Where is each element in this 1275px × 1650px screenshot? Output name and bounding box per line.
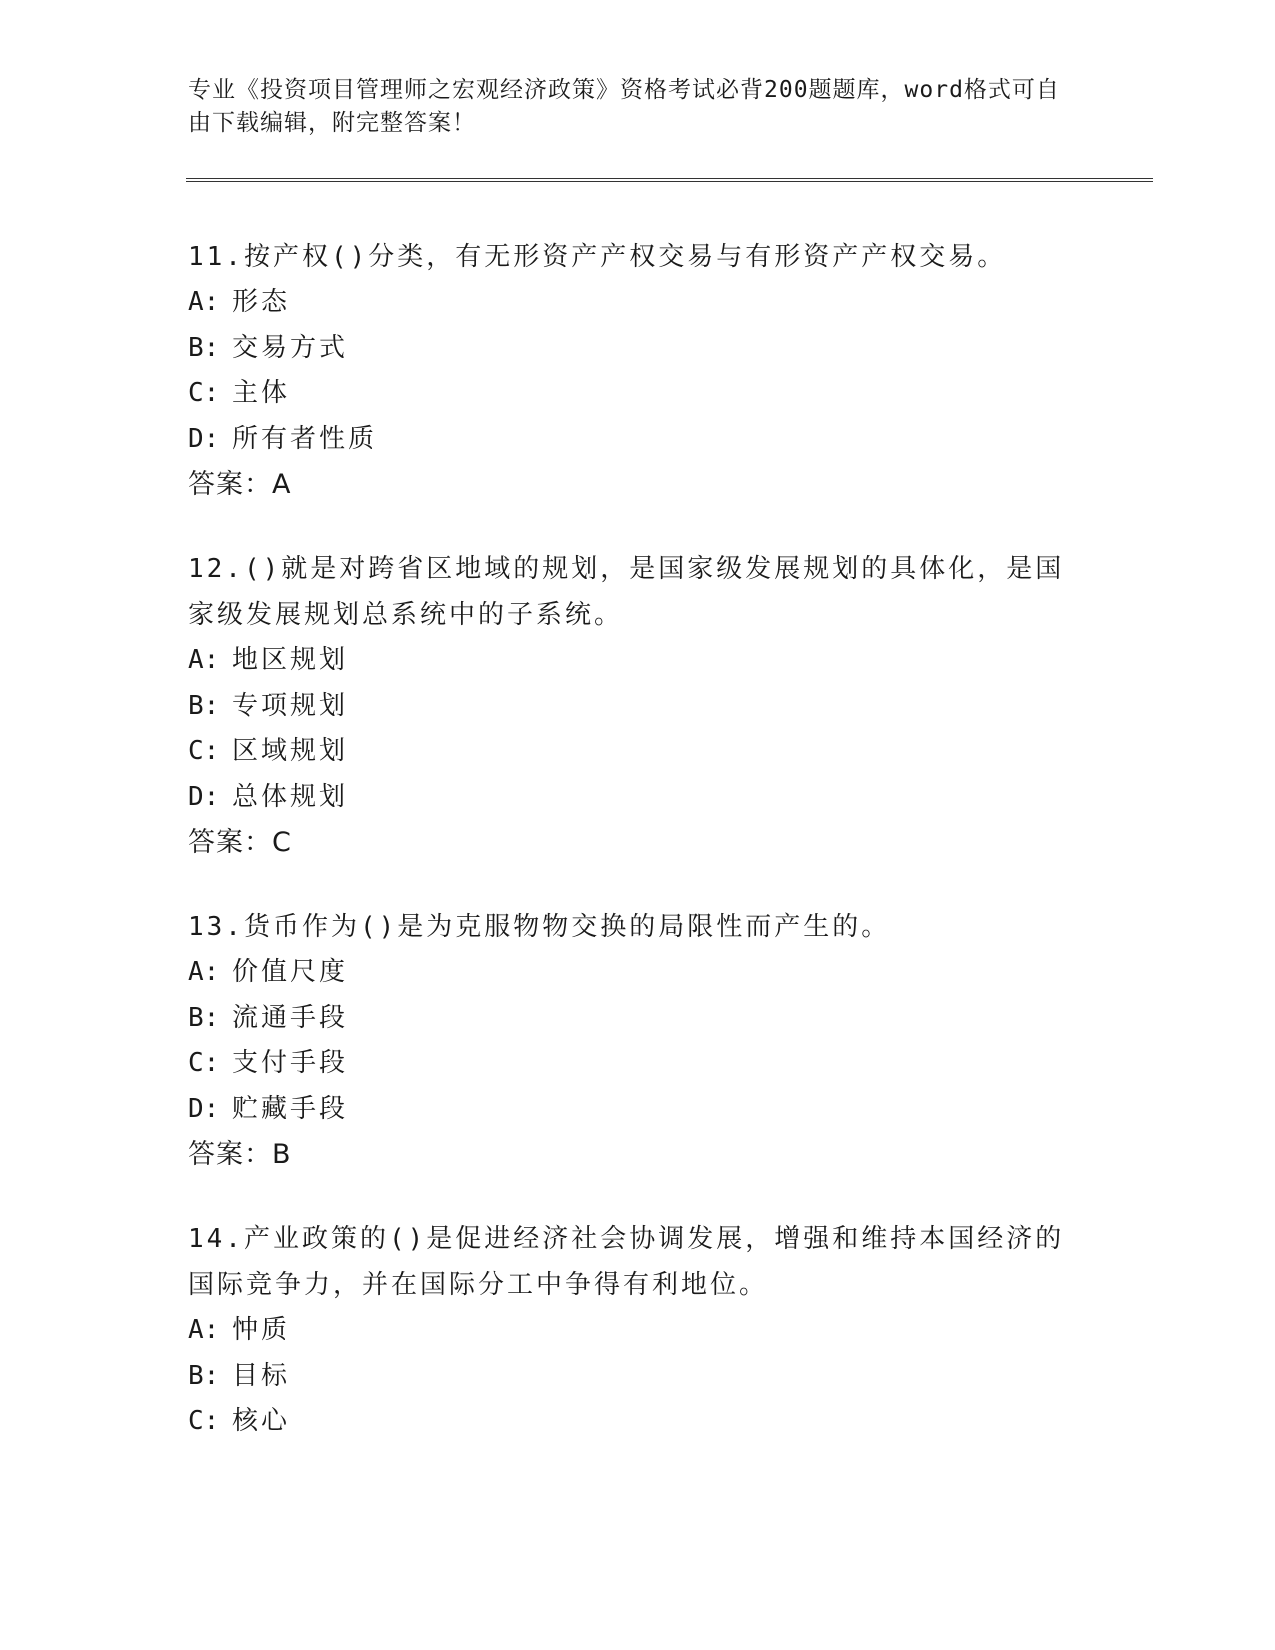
option-key: A: (188, 645, 220, 675)
option-c (188, 729, 1088, 775)
option-key: D: (188, 781, 220, 812)
question-list (188, 234, 1088, 1483)
option-text: 贮藏手段 (232, 1093, 349, 1124)
question-11 (188, 234, 1088, 508)
answer-line: 答案：C (188, 827, 292, 858)
option-b (188, 996, 1088, 1042)
option-text: 忡质 (232, 1315, 291, 1345)
option-text: 目标 (232, 1360, 291, 1391)
question-12 (188, 546, 1088, 866)
answer-line: 答案：A (188, 469, 292, 500)
answer-line: 答案：B (188, 1139, 292, 1170)
option-key: B: (188, 690, 220, 721)
option-b (188, 1354, 1088, 1400)
option-key: A: (188, 287, 220, 317)
option-text: 流通手段 (232, 1002, 349, 1033)
document-header (188, 74, 1068, 140)
option-text: 支付手段 (232, 1048, 349, 1078)
option-text: 价值尺度 (232, 957, 349, 987)
option-text: 形态 (232, 287, 291, 317)
option-key: C: (188, 1048, 220, 1078)
option-b (188, 326, 1088, 372)
option-text: 地区规划 (232, 645, 349, 675)
option-d (188, 1087, 1088, 1133)
question-stem: 12.()就是对跨省区地域的规划，是国家级发展规划的具体化，是国家级发展规划总系统中的子系统。 (188, 554, 1065, 630)
option-a (188, 950, 1088, 996)
question-stem: 11.按产权()分类，有无形资产产权交易与有形资产产权交易。 (188, 242, 1007, 272)
option-c (188, 371, 1088, 417)
option-key: C: (188, 378, 220, 408)
header-title: 专业《投资项目管理师之宏观经济政策》资格考试必背200题题库，word格式可自由下载编辑，附完整答案！ (188, 77, 1060, 136)
option-key: B: (188, 1002, 220, 1033)
option-text: 所有者性质 (232, 423, 378, 454)
question-13 (188, 904, 1088, 1178)
option-text: 交易方式 (232, 332, 349, 363)
option-key: D: (188, 423, 220, 454)
option-d (188, 775, 1088, 821)
question-stem: 14.产业政策的()是促进经济社会协调发展，增强和维持本国经济的国际竞争力，并在国际分工中争得有利地位。 (188, 1224, 1065, 1300)
option-b (188, 684, 1088, 730)
option-key: C: (188, 1406, 220, 1436)
option-key: B: (188, 332, 220, 363)
option-c (188, 1041, 1088, 1087)
option-text: 总体规划 (232, 781, 349, 812)
question-14 (188, 1216, 1088, 1445)
option-key: D: (188, 1093, 220, 1124)
option-text: 主体 (232, 378, 291, 408)
option-text: 专项规划 (232, 690, 349, 721)
option-c (188, 1399, 1088, 1445)
question-stem: 13.货币作为()是为克服物物交换的局限性而产生的。 (188, 912, 891, 942)
option-key: A: (188, 957, 220, 987)
option-text: 区域规划 (232, 736, 349, 766)
header-divider (186, 178, 1153, 182)
option-a (188, 1308, 1088, 1354)
option-key: C: (188, 736, 220, 766)
option-key: A: (188, 1315, 220, 1345)
option-a (188, 638, 1088, 684)
option-a (188, 280, 1088, 326)
option-text: 核心 (232, 1406, 291, 1436)
option-key: B: (188, 1360, 220, 1391)
option-d (188, 417, 1088, 463)
